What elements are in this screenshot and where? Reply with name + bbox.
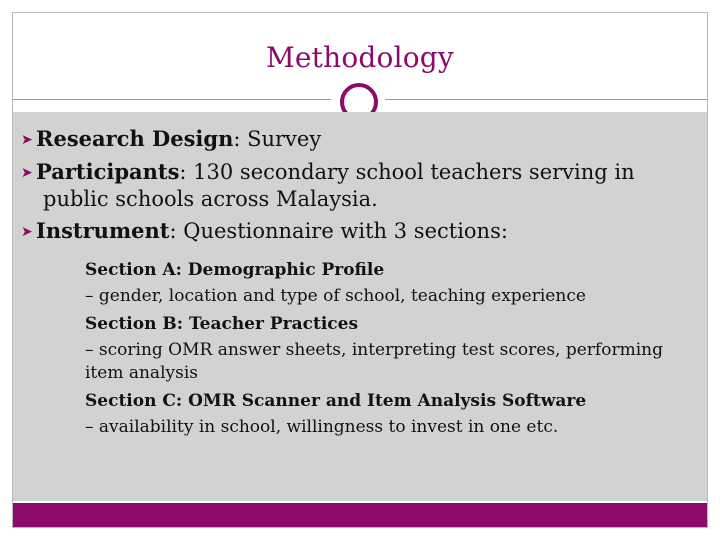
section-b-heading <box>85 314 358 334</box>
bullet-label: Participants <box>36 159 180 184</box>
bullet-research-design <box>21 126 321 153</box>
section-heading: : Demographic Profile <box>175 260 385 280</box>
bullet-text: : 130 secondary school teachers serving in <box>179 160 635 184</box>
title-divider-left <box>13 99 331 100</box>
bullet-label: Research Design <box>36 126 234 151</box>
section-b-detail: – scoring OMR answer sheets, interpreting test scores, performing <box>85 340 663 360</box>
section-heading: : Teacher Practices <box>176 314 359 334</box>
arrow-bullet-icon: ➤ <box>21 165 33 181</box>
arrow-bullet-icon: ➤ <box>21 224 33 240</box>
section-prefix: Section B <box>85 314 177 334</box>
content-panel <box>13 112 707 501</box>
slide-frame <box>12 12 708 528</box>
section-prefix: Section C <box>85 391 176 411</box>
section-c-heading <box>85 391 586 411</box>
section-b-detail: item analysis <box>85 363 198 383</box>
section-a-heading <box>85 260 384 280</box>
slide-title: Methodology <box>266 41 454 74</box>
bullet-label: Instrument <box>36 218 170 243</box>
section-prefix: Section A <box>85 260 176 280</box>
section-a-detail: – gender, location and type of school, teaching experience <box>85 286 586 306</box>
bullet-instrument <box>21 218 508 245</box>
bullet-continuation: public schools across Malaysia. <box>43 187 378 211</box>
bullet-text: : Survey <box>233 127 322 151</box>
bullet-participants <box>21 159 635 186</box>
footer-bar <box>13 503 707 527</box>
arrow-bullet-icon: ➤ <box>21 132 33 148</box>
title-divider-right <box>385 99 707 100</box>
section-c-detail: – availability in school, willingness to invest in one etc. <box>85 417 559 437</box>
bullet-text: : Questionnaire with 3 sections: <box>169 219 508 243</box>
section-heading: : OMR Scanner and Item Analysis Software <box>175 391 587 411</box>
